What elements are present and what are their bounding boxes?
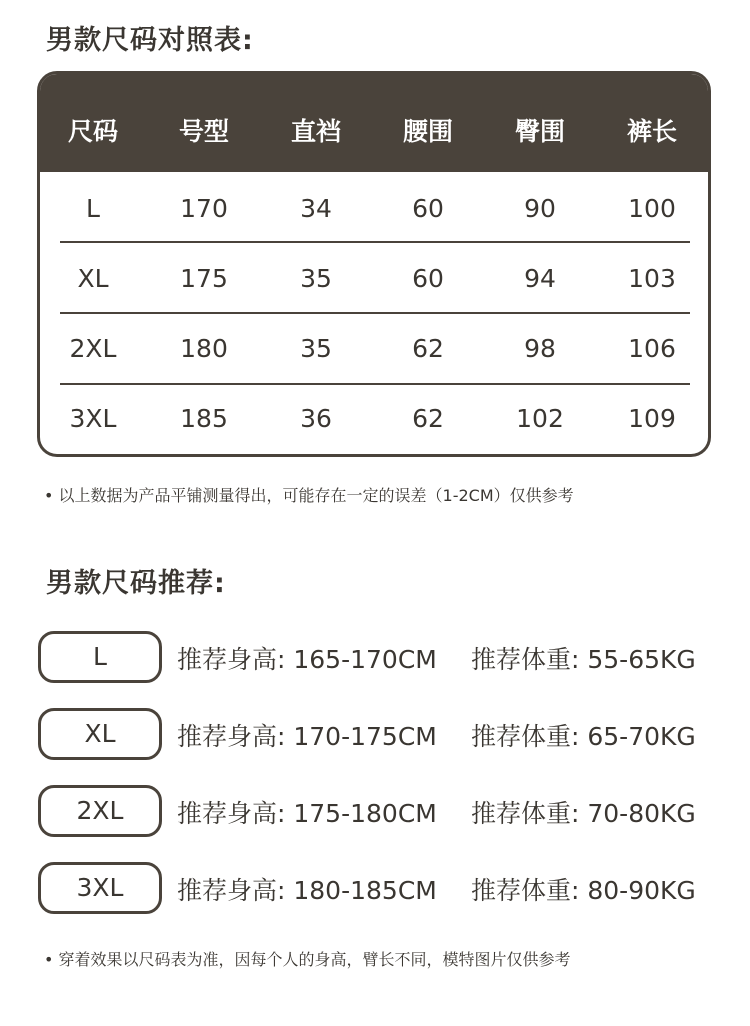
cell-length: 106 xyxy=(628,334,676,363)
size-chart-title: 男款尺码对照表: xyxy=(46,25,254,56)
recommended-weight: 推荐体重: 80-90KG xyxy=(471,876,696,905)
cell-waist: 62 xyxy=(412,334,444,363)
recommended-height: 推荐身高: 175-180CM xyxy=(177,799,437,828)
cell-size: XL xyxy=(77,264,109,293)
size-badge: XL xyxy=(38,708,162,760)
cell-waist: 60 xyxy=(412,264,444,293)
recommended-height: 推荐身高: 180-185CM xyxy=(177,876,437,905)
measurement-note: • 以上数据为产品平铺测量得出，可能存在一定的误差（1-2CM）仅供参考 xyxy=(44,486,574,505)
cell-model: 170 xyxy=(180,194,228,223)
fit-note: • 穿着效果以尺码表为准，因每个人的身高，臂长不同，模特图片仅供参考 xyxy=(44,950,571,969)
header-rise: 直裆 xyxy=(290,117,341,146)
size-badge: 2XL xyxy=(38,785,162,837)
cell-rise: 35 xyxy=(300,264,332,293)
row-divider xyxy=(60,241,690,243)
cell-waist: 60 xyxy=(412,194,444,223)
recommended-weight: 推荐体重: 55-65KG xyxy=(471,645,696,674)
cell-hip: 90 xyxy=(524,194,556,223)
size-chart-table xyxy=(37,71,711,457)
cell-model: 175 xyxy=(180,264,228,293)
cell-size: 2XL xyxy=(69,334,117,363)
recommended-weight: 推荐体重: 65-70KG xyxy=(471,722,696,751)
cell-model: 185 xyxy=(180,404,228,433)
table-header xyxy=(40,74,708,172)
cell-size: L xyxy=(86,194,100,223)
row-divider xyxy=(60,383,690,385)
size-badge: L xyxy=(38,631,162,683)
header-model: 号型 xyxy=(178,117,229,146)
header-length: 裤长 xyxy=(626,117,677,146)
header-size: 尺码 xyxy=(67,117,118,146)
row-divider xyxy=(60,312,690,314)
cell-waist: 62 xyxy=(412,404,444,433)
recommended-weight: 推荐体重: 70-80KG xyxy=(471,799,696,828)
cell-hip: 98 xyxy=(524,334,556,363)
cell-model: 180 xyxy=(180,334,228,363)
cell-rise: 34 xyxy=(300,194,332,223)
header-hip: 臀围 xyxy=(514,117,565,146)
recommended-height: 推荐身高: 170-175CM xyxy=(177,722,437,751)
recommendation-title: 男款尺码推荐: xyxy=(46,568,226,599)
size-badge: 3XL xyxy=(38,862,162,914)
cell-length: 103 xyxy=(628,264,676,293)
cell-rise: 35 xyxy=(300,334,332,363)
cell-rise: 36 xyxy=(300,404,332,433)
header-waist: 腰围 xyxy=(402,117,453,146)
cell-hip: 102 xyxy=(516,404,564,433)
cell-length: 100 xyxy=(628,194,676,223)
cell-length: 109 xyxy=(628,404,676,433)
cell-size: 3XL xyxy=(69,404,117,433)
recommended-height: 推荐身高: 165-170CM xyxy=(177,645,437,674)
cell-hip: 94 xyxy=(524,264,556,293)
